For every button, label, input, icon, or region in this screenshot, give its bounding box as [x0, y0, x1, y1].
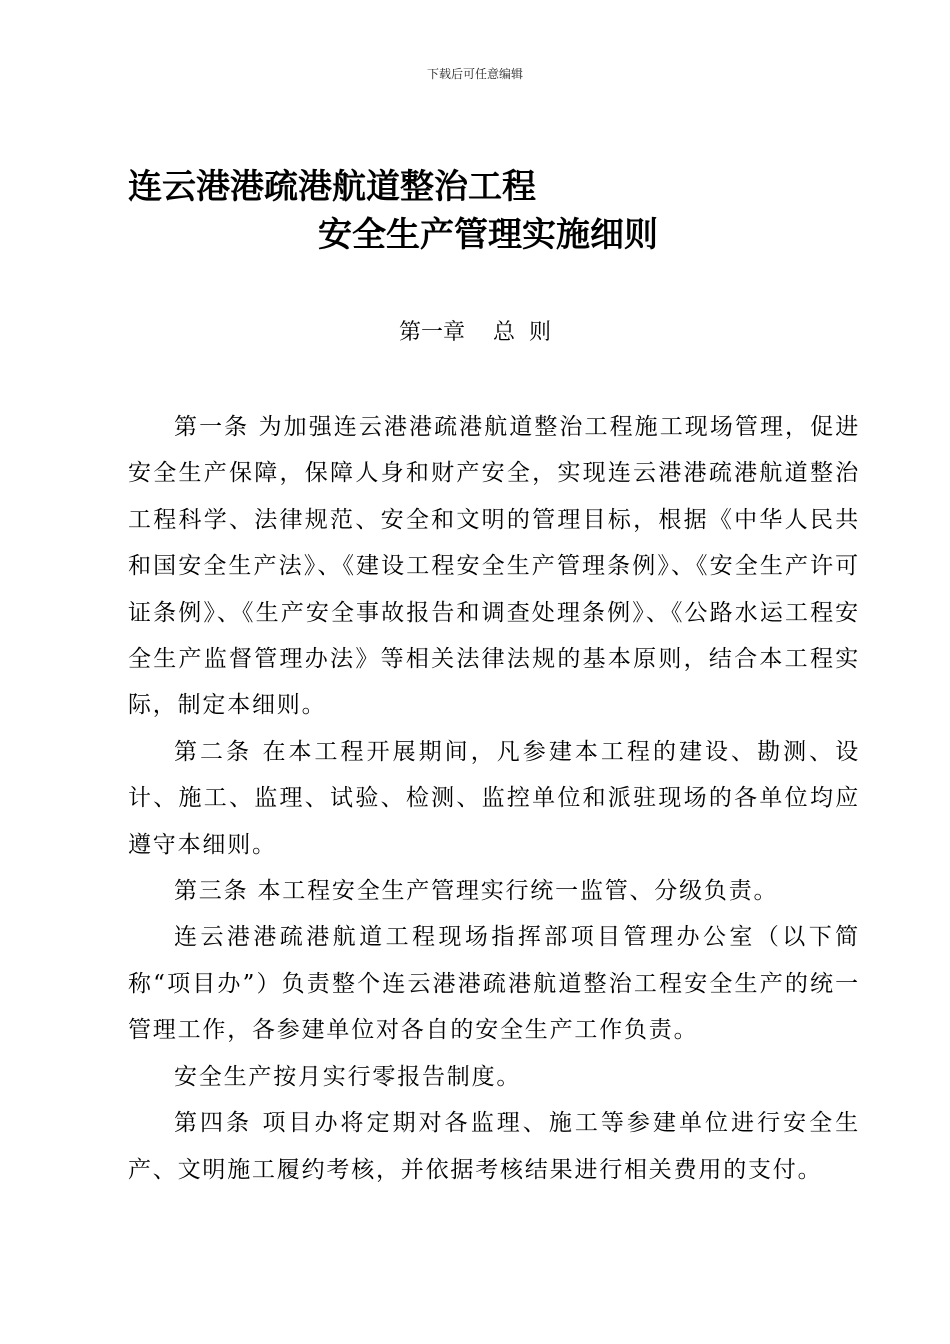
- paragraph-monthly-report: 安全生产按月实行零报告制度。: [174, 1063, 522, 1090]
- paragraph-article-1: 第一条 为加强连云港港疏港航道整治工程施工现场管理，促进安全生产保障，保障人身和财产安全，实现连云港港疏港航道整治工程科学、法律规范、安全和文明的管理目标，根据《中华人民共和国安全生产法》、《建设工程安全生产管理条例》、《安全生产许可证条例》、《生产安全事故报告和调查处理条例》、《公路水运工程安全生产监督管理办法》等相关法律法规的基本原则，结合本工程实际，制定本细则。: [128, 414, 860, 719]
- body-text: [128, 404, 860, 1193]
- chapter-heading: 第一章 总 则: [399, 320, 551, 345]
- paragraph-project-office: 连云港港疏港航道工程现场指挥部项目管理办公室（以下简称“项目办”）负责整个连云港港疏港航道整治工程安全生产的统一管理工作，各参建单位对各自的安全生产工作负责。: [128, 924, 860, 1044]
- paragraph-article-3: 第三条 本工程安全生产管理实行统一监管、分级负责。: [174, 878, 779, 905]
- document-title-line-1: 连云港港疏港航道整治工程: [128, 167, 536, 207]
- header-note: 下载后可任意编辑: [426, 67, 523, 81]
- document-title-line-2: 安全生产管理实施细则: [318, 215, 658, 255]
- paragraph-article-4: 第四条 项目办将定期对各监理、施工等参建单位进行安全生产、文明施工履约考核，并依据考核结果进行相关费用的支付。: [128, 1110, 860, 1183]
- paragraph-article-2: 第二条 在本工程开展期间，凡参建本工程的建设、勘测、设计、施工、监理、试验、检测、监控单位和派驻现场的各单位均应遵守本细则。: [128, 738, 860, 858]
